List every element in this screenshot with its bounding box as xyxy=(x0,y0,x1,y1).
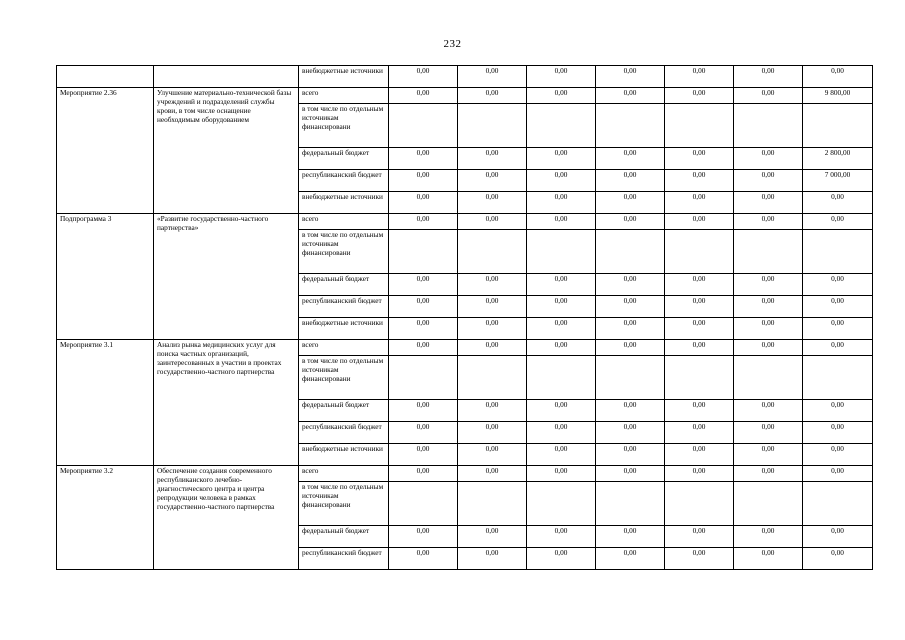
amount-cell: 0,00 xyxy=(665,444,734,466)
amount-cell: 0,00 xyxy=(458,548,527,570)
amount-cell: 0,00 xyxy=(665,548,734,570)
amount-cell: 0,00 xyxy=(665,340,734,356)
item-code xyxy=(57,66,154,88)
amount-cell xyxy=(734,482,803,526)
amount-cell: 0,00 xyxy=(665,148,734,170)
amount-cell: 0,00 xyxy=(458,170,527,192)
amount-cell xyxy=(734,104,803,148)
amount-cell xyxy=(665,104,734,148)
amount-cell: 0,00 xyxy=(596,318,665,340)
item-title: Обеспечение создания современного республиканского лечебно-диагностического центра и центра репродукции человека в рамках государственно-частного партнерства xyxy=(154,466,299,570)
amount-cell: 0,00 xyxy=(527,422,596,444)
amount-cell: 0,00 xyxy=(596,548,665,570)
amount-cell xyxy=(665,230,734,274)
amount-cell: 0,00 xyxy=(389,340,458,356)
amount-cell xyxy=(596,104,665,148)
amount-cell: 0,00 xyxy=(803,422,873,444)
amount-cell: 0,00 xyxy=(527,192,596,214)
amount-cell: 0,00 xyxy=(665,318,734,340)
amount-cell: 0,00 xyxy=(527,318,596,340)
item-code: Мероприятие 3.2 xyxy=(57,466,154,570)
amount-cell: 0,00 xyxy=(665,88,734,104)
amount-cell: 0,00 xyxy=(665,214,734,230)
amount-cell: 0,00 xyxy=(734,296,803,318)
amount-cell xyxy=(665,482,734,526)
amount-cell: 0,00 xyxy=(803,400,873,422)
amount-cell xyxy=(803,104,873,148)
item-code: Мероприятие 3.1 xyxy=(57,340,154,466)
item-title: Улучшение материально-технической базы учреждений и подразделений службы крови, в том числе оснащение необходимым оборудованием xyxy=(154,88,299,214)
amount-cell: 0,00 xyxy=(389,422,458,444)
amount-cell xyxy=(458,482,527,526)
funding-source: в том числе по отдельным источникам финансировани xyxy=(299,356,389,400)
funding-source: всего xyxy=(299,88,389,104)
amount-cell: 0,00 xyxy=(389,526,458,548)
page-number: 232 xyxy=(443,38,462,50)
amount-cell: 0,00 xyxy=(458,340,527,356)
amount-cell: 0,00 xyxy=(527,548,596,570)
amount-cell: 0,00 xyxy=(734,88,803,104)
amount-cell: 0,00 xyxy=(527,66,596,88)
amount-cell: 0,00 xyxy=(458,422,527,444)
amount-cell xyxy=(389,104,458,148)
amount-cell: 2 800,00 xyxy=(803,148,873,170)
amount-cell: 0,00 xyxy=(803,66,873,88)
amount-cell: 0,00 xyxy=(734,192,803,214)
amount-cell xyxy=(596,482,665,526)
amount-cell: 0,00 xyxy=(665,170,734,192)
amount-cell: 0,00 xyxy=(803,444,873,466)
funding-source: республиканский бюджет xyxy=(299,170,389,192)
amount-cell: 0,00 xyxy=(527,274,596,296)
amount-cell: 0,00 xyxy=(803,214,873,230)
amount-cell: 0,00 xyxy=(458,296,527,318)
amount-cell: 0,00 xyxy=(596,148,665,170)
funding-source: внебюджетные источники xyxy=(299,192,389,214)
amount-cell: 0,00 xyxy=(458,274,527,296)
amount-cell: 0,00 xyxy=(734,400,803,422)
amount-cell: 0,00 xyxy=(596,526,665,548)
table-row xyxy=(57,340,873,356)
amount-cell: 0,00 xyxy=(734,214,803,230)
amount-cell: 0,00 xyxy=(458,192,527,214)
table-row xyxy=(57,214,873,230)
amount-cell: 0,00 xyxy=(458,66,527,88)
amount-cell: 0,00 xyxy=(458,466,527,482)
amount-cell: 0,00 xyxy=(527,526,596,548)
amount-cell: 0,00 xyxy=(389,444,458,466)
amount-cell: 0,00 xyxy=(389,192,458,214)
amount-cell xyxy=(458,356,527,400)
amount-cell: 0,00 xyxy=(596,296,665,318)
amount-cell xyxy=(803,230,873,274)
amount-cell: 0,00 xyxy=(458,148,527,170)
funding-source: в том числе по отдельным источникам финансировани xyxy=(299,104,389,148)
amount-cell xyxy=(734,356,803,400)
funding-source: федеральный бюджет xyxy=(299,526,389,548)
amount-cell: 0,00 xyxy=(734,66,803,88)
item-title: «Развитие государственно-частного партнерства» xyxy=(154,214,299,340)
funding-source: всего xyxy=(299,466,389,482)
amount-cell: 0,00 xyxy=(527,340,596,356)
amount-cell: 0,00 xyxy=(665,466,734,482)
amount-cell xyxy=(458,230,527,274)
table-row xyxy=(57,88,873,104)
amount-cell: 0,00 xyxy=(734,148,803,170)
funding-source: внебюджетные источники xyxy=(299,318,389,340)
amount-cell: 0,00 xyxy=(527,444,596,466)
amount-cell: 0,00 xyxy=(734,422,803,444)
amount-cell: 0,00 xyxy=(389,400,458,422)
funding-source: республиканский бюджет xyxy=(299,548,389,570)
amount-cell: 0,00 xyxy=(734,170,803,192)
amount-cell: 0,00 xyxy=(389,274,458,296)
amount-cell: 0,00 xyxy=(596,340,665,356)
amount-cell: 0,00 xyxy=(596,170,665,192)
funding-source: республиканский бюджет xyxy=(299,422,389,444)
amount-cell: 0,00 xyxy=(596,466,665,482)
amount-cell: 0,00 xyxy=(458,444,527,466)
amount-cell: 0,00 xyxy=(803,340,873,356)
amount-cell: 0,00 xyxy=(803,192,873,214)
amount-cell: 9 800,00 xyxy=(803,88,873,104)
amount-cell: 0,00 xyxy=(596,66,665,88)
amount-cell: 0,00 xyxy=(596,88,665,104)
amount-cell: 0,00 xyxy=(803,526,873,548)
amount-cell: 0,00 xyxy=(458,318,527,340)
amount-cell xyxy=(803,482,873,526)
amount-cell: 0,00 xyxy=(389,88,458,104)
table-row xyxy=(57,66,873,88)
amount-cell: 0,00 xyxy=(734,274,803,296)
amount-cell: 0,00 xyxy=(389,466,458,482)
amount-cell xyxy=(389,482,458,526)
amount-cell xyxy=(389,356,458,400)
amount-cell xyxy=(458,104,527,148)
budget-table xyxy=(56,65,873,570)
item-code: Подпрограмма 3 xyxy=(57,214,154,340)
item-code: Мероприятие 2.36 xyxy=(57,88,154,214)
amount-cell: 0,00 xyxy=(734,466,803,482)
amount-cell: 0,00 xyxy=(803,274,873,296)
funding-source: внебюджетные источники xyxy=(299,66,389,88)
amount-cell: 0,00 xyxy=(389,214,458,230)
amount-cell xyxy=(527,482,596,526)
amount-cell: 0,00 xyxy=(389,148,458,170)
amount-cell xyxy=(527,356,596,400)
amount-cell: 0,00 xyxy=(389,296,458,318)
amount-cell xyxy=(734,230,803,274)
funding-source: республиканский бюджет xyxy=(299,296,389,318)
amount-cell: 0,00 xyxy=(596,422,665,444)
funding-source: федеральный бюджет xyxy=(299,274,389,296)
funding-source: федеральный бюджет xyxy=(299,400,389,422)
amount-cell: 0,00 xyxy=(527,170,596,192)
amount-cell: 0,00 xyxy=(389,318,458,340)
amount-cell: 0,00 xyxy=(665,274,734,296)
amount-cell: 0,00 xyxy=(527,296,596,318)
amount-cell: 0,00 xyxy=(665,192,734,214)
amount-cell xyxy=(665,356,734,400)
amount-cell xyxy=(389,230,458,274)
amount-cell: 7 000,00 xyxy=(803,170,873,192)
amount-cell: 0,00 xyxy=(389,66,458,88)
funding-source: всего xyxy=(299,340,389,356)
amount-cell: 0,00 xyxy=(665,296,734,318)
amount-cell: 0,00 xyxy=(665,526,734,548)
funding-source: в том числе по отдельным источникам финансировани xyxy=(299,230,389,274)
funding-source: в том числе по отдельным источникам финансировани xyxy=(299,482,389,526)
amount-cell: 0,00 xyxy=(665,422,734,444)
item-title xyxy=(154,66,299,88)
amount-cell: 0,00 xyxy=(458,526,527,548)
amount-cell: 0,00 xyxy=(665,66,734,88)
amount-cell: 0,00 xyxy=(596,274,665,296)
amount-cell: 0,00 xyxy=(734,548,803,570)
amount-cell: 0,00 xyxy=(527,148,596,170)
amount-cell: 0,00 xyxy=(596,400,665,422)
amount-cell: 0,00 xyxy=(527,466,596,482)
funding-source: внебюджетные источники xyxy=(299,444,389,466)
amount-cell: 0,00 xyxy=(596,192,665,214)
amount-cell xyxy=(527,104,596,148)
table-row xyxy=(57,466,873,482)
amount-cell: 0,00 xyxy=(389,548,458,570)
amount-cell: 0,00 xyxy=(389,170,458,192)
amount-cell: 0,00 xyxy=(527,88,596,104)
amount-cell: 0,00 xyxy=(734,318,803,340)
amount-cell: 0,00 xyxy=(734,340,803,356)
amount-cell: 0,00 xyxy=(803,548,873,570)
amount-cell xyxy=(596,230,665,274)
amount-cell xyxy=(596,356,665,400)
item-title: Анализ рынка медицинских услуг для поиска частных организаций, заинтересованных в участии в проектах государственно-частного партнерства xyxy=(154,340,299,466)
amount-cell: 0,00 xyxy=(458,88,527,104)
amount-cell: 0,00 xyxy=(527,400,596,422)
amount-cell: 0,00 xyxy=(734,526,803,548)
funding-source: всего xyxy=(299,214,389,230)
amount-cell: 0,00 xyxy=(665,400,734,422)
amount-cell: 0,00 xyxy=(527,214,596,230)
budget-table-body xyxy=(57,66,873,570)
amount-cell xyxy=(803,356,873,400)
amount-cell: 0,00 xyxy=(803,318,873,340)
amount-cell: 0,00 xyxy=(803,466,873,482)
amount-cell: 0,00 xyxy=(458,400,527,422)
funding-source: федеральный бюджет xyxy=(299,148,389,170)
amount-cell: 0,00 xyxy=(458,214,527,230)
amount-cell: 0,00 xyxy=(596,214,665,230)
amount-cell: 0,00 xyxy=(596,444,665,466)
amount-cell: 0,00 xyxy=(803,296,873,318)
amount-cell xyxy=(527,230,596,274)
amount-cell: 0,00 xyxy=(734,444,803,466)
